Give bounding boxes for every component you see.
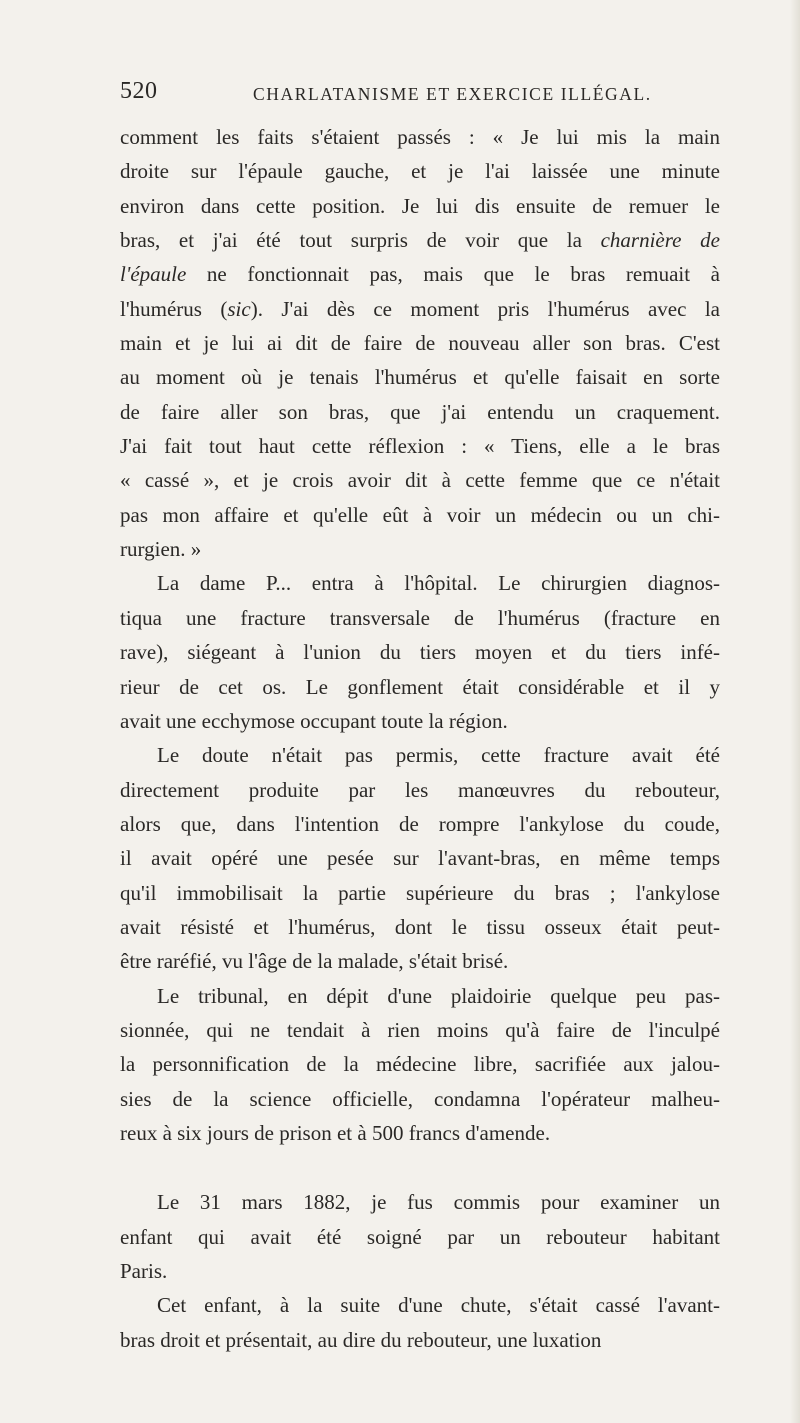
text-line: alors que, dans l'intention de rompre l'ankylose du coude, [120,811,720,836]
text-line: avait résisté et l'humérus, dont le tissu osseux était peut- [120,914,720,939]
text-line: l'épaule ne fonctionnait pas, mais que le bras remuait à [120,262,720,287]
text-line: Cet enfant, à la suite d'une chute, s'était cassé l'avant- [157,1293,720,1318]
text-line: rave), siégeant à l'union du tiers moyen et du tiers infé- [120,640,720,665]
text-line: environ dans cette position. Je lui dis ensuite de remuer le [120,193,720,218]
page-header [120,78,720,108]
text-line: bras, et j'ai été tout surpris de voir que la charnière de [120,228,720,253]
text-line: Le tribunal, en dépit d'une plaidoirie quelque peu pas- [157,983,720,1008]
paragraph [120,1288,720,1357]
text-line: rieur de cet os. Le gonflement était considérable et il y [120,674,720,699]
text-line: tiqua une fracture transversale de l'humérus (fracture en [120,605,720,630]
text-line: sies de la science officielle, condamna l'opérateur malheu- [120,1086,720,1111]
text-line: « cassé », et je crois avoir dit à cette femme que ce n'était [120,468,720,493]
text-line: droite sur l'épaule gauche, et je l'ai laissée une minute [120,159,720,184]
body-text [120,120,720,1357]
text-line: rurgien. » [120,537,202,562]
text-line: la personnification de la médecine libre, sacrifiée aux jalou- [120,1052,720,1077]
text-line: sionnée, qui ne tendait à rien moins qu'à faire de l'inculpé [120,1017,720,1042]
text-line: Le 31 mars 1882, je fus commis pour examiner un [157,1190,720,1215]
text-line: bras droit et présentait, au dire du rebouteur, une luxation [120,1327,602,1352]
paragraph [120,979,720,1151]
paragraph [120,120,720,566]
text-line: il avait opéré une pesée sur l'avant-bras, en même temps [120,846,720,871]
paragraph [120,566,720,738]
text-line: au moment où je tenais l'humérus et qu'elle faisait en sorte [120,365,720,390]
text-line: reux à six jours de prison et à 500 francs d'amende. [120,1120,551,1145]
text-line: pas mon affaire et qu'elle eût à voir un médecin ou un chi- [120,502,720,527]
page-number: 520 [120,78,158,104]
text-line: directement produite par les manœuvres du rebouteur, [120,777,720,802]
text-line: comment les faits s'étaient passés : « Je lui mis la main [120,125,720,149]
text-line: avait une ecchymose occupant toute la région. [120,708,508,733]
text-line: La dame P... entra à l'hôpital. Le chirurgien diagnos- [157,571,720,596]
page-edge-shadow [790,0,800,1423]
text-line: main et je lui ai dit de faire de nouveau aller son bras. C'est [120,331,720,356]
text-line: être raréfié, vu l'âge de la malade, s'était brisé. [120,949,509,974]
text-line: Paris. [120,1259,168,1283]
running-title: CHARLATANISME ET EXERCICE ILLÉGAL. [253,84,652,104]
section-gap [120,1150,720,1185]
text-line: enfant qui avait été soigné par un rebouteur habitant [120,1224,720,1249]
text-line: l'humérus (sic). J'ai dès ce moment pris l'humérus avec la [120,296,721,321]
text-line: de faire aller son bras, que j'ai entendu un craquement. [120,399,720,424]
paragraph [120,738,720,978]
text-line: J'ai fait tout haut cette réflexion : « Tiens, elle a le bras [120,434,720,459]
text-line: Le doute n'était pas permis, cette fracture avait été [157,743,720,768]
text-line: qu'il immobilisait la partie supérieure du bras ; l'ankylose [120,880,720,905]
paragraph [120,1185,720,1288]
